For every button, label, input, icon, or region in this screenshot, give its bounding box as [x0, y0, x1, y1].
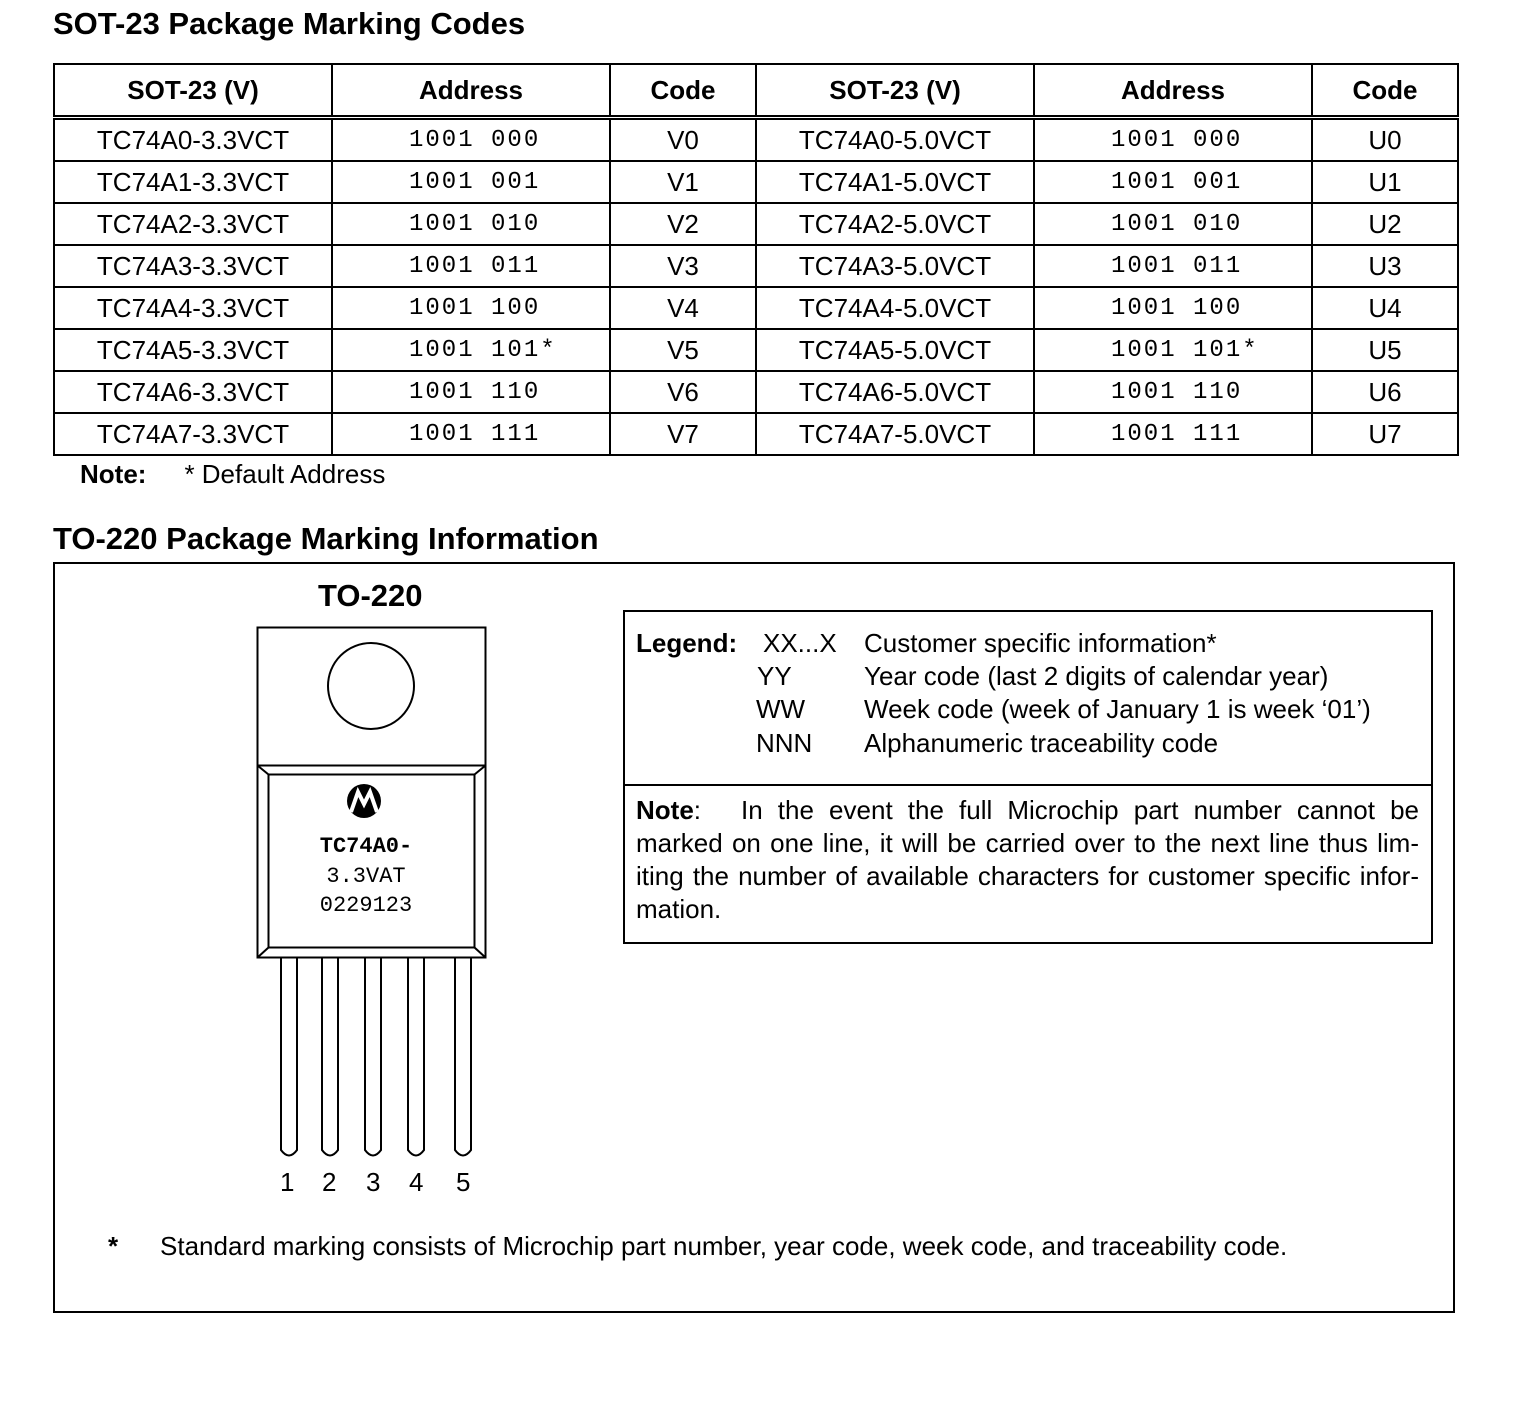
table-cell: TC74A2-5.0VCT — [756, 203, 1034, 245]
table-cell: U6 — [1312, 371, 1458, 413]
legend-desc: Week code (week of January 1 is week ‘01’) — [864, 694, 1371, 724]
column-header: SOT-23 (V) — [54, 64, 332, 118]
table-cell: V5 — [610, 329, 756, 371]
column-header: Address — [1034, 64, 1312, 118]
package-leads — [281, 958, 471, 1156]
table-cell: TC74A1-3.3VCT — [54, 161, 332, 203]
sot23-marking-table — [53, 63, 1459, 456]
table-cell: 1001 111 — [1034, 413, 1312, 455]
table-cell: U1 — [1312, 161, 1458, 203]
table-cell: 1001 101* — [1034, 329, 1312, 371]
table-row — [54, 245, 1458, 287]
table-cell: U2 — [1312, 203, 1458, 245]
table-cell: TC74A0-3.3VCT — [54, 118, 332, 162]
table-cell: 1001 001 — [332, 161, 610, 203]
pin-number: 5 — [456, 1167, 471, 1197]
legend-code: WW — [756, 694, 806, 724]
table-row — [54, 118, 1458, 162]
table-cell: 1001 100 — [332, 287, 610, 329]
table-cell: 1001 110 — [332, 371, 610, 413]
table-cell: 1001 011 — [1034, 245, 1312, 287]
pin-number: 2 — [322, 1167, 337, 1197]
table-cell: U4 — [1312, 287, 1458, 329]
table-row — [54, 413, 1458, 455]
table-cell: TC74A3-3.3VCT — [54, 245, 332, 287]
table-cell: U0 — [1312, 118, 1458, 162]
table-cell: V2 — [610, 203, 756, 245]
legend-divider — [625, 784, 1431, 786]
table-cell: U3 — [1312, 245, 1458, 287]
legend-code: XX...X — [763, 628, 837, 658]
table-row — [54, 287, 1458, 329]
table-row — [54, 203, 1458, 245]
legend-desc: Customer specific information* — [864, 628, 1217, 658]
legend-code: NNN — [756, 728, 813, 758]
table-cell: U5 — [1312, 329, 1458, 371]
table-cell: V6 — [610, 371, 756, 413]
note-text: * Default Address — [184, 459, 386, 489]
legend-note — [636, 794, 1419, 926]
sot23-note — [80, 459, 385, 490]
column-header: SOT-23 (V) — [756, 64, 1034, 118]
table-cell: 1001 000 — [1034, 118, 1312, 162]
marking-line: TC74A0- — [319, 834, 413, 859]
table-cell: TC74A7-5.0VCT — [756, 413, 1034, 455]
footnote-star: * — [108, 1231, 119, 1261]
table-cell: 1001 101* — [332, 329, 610, 371]
column-header: Code — [610, 64, 756, 118]
table-cell: TC74A6-5.0VCT — [756, 371, 1034, 413]
pin-number: 3 — [366, 1167, 381, 1197]
pin-number: 1 — [280, 1167, 295, 1197]
table-cell: 1001 001 — [1034, 161, 1312, 203]
table-cell: 1001 100 — [1034, 287, 1312, 329]
table-cell: TC74A6-3.3VCT — [54, 371, 332, 413]
package-label: TO-220 — [318, 578, 423, 613]
table-cell: V0 — [610, 118, 756, 162]
legend-desc: Year code (last 2 digits of calendar year) — [864, 661, 1329, 691]
marking-line: 3.3VAT — [326, 864, 406, 889]
table-row — [54, 371, 1458, 413]
column-header: Address — [332, 64, 610, 118]
table-cell: TC74A0-5.0VCT — [756, 118, 1034, 162]
note-label: Note: — [80, 459, 147, 489]
pin-number: 4 — [409, 1167, 424, 1197]
table-cell: TC74A4-3.3VCT — [54, 287, 332, 329]
table-cell: U7 — [1312, 413, 1458, 455]
table-cell: TC74A7-3.3VCT — [54, 413, 332, 455]
legend-label: Legend: — [636, 628, 738, 658]
footnote-text: Standard marking consists of Microchip part number, year code, week code, and traceability code. — [160, 1231, 1288, 1261]
table-cell: 1001 011 — [332, 245, 610, 287]
table-cell: 1001 010 — [1034, 203, 1312, 245]
note-label: Note — [636, 795, 694, 825]
note-text: In the event the full Microchip part number cannot be marked on one line, it will be carried over to the next line thus lim-iting the number of available characters for customer specific infor-mation. — [636, 795, 1419, 924]
table-cell: 1001 000 — [332, 118, 610, 162]
to220-section-title: TO-220 Package Marking Information — [53, 521, 599, 556]
table-cell: V1 — [610, 161, 756, 203]
table-cell: 1001 111 — [332, 413, 610, 455]
column-header: Code — [1312, 64, 1458, 118]
table-cell: 1001 110 — [1034, 371, 1312, 413]
table-cell: TC74A1-5.0VCT — [756, 161, 1034, 203]
table-row — [54, 329, 1458, 371]
table-cell: TC74A5-3.3VCT — [54, 329, 332, 371]
table-cell: TC74A2-3.3VCT — [54, 203, 332, 245]
table-cell: V7 — [610, 413, 756, 455]
sot23-section-title: SOT-23 Package Marking Codes — [53, 6, 526, 41]
marking-line: 0229123 — [319, 893, 413, 918]
table-cell: 1001 010 — [332, 203, 610, 245]
legend-code: YY — [757, 661, 792, 691]
legend-desc: Alphanumeric traceability code — [864, 728, 1219, 758]
table-cell: TC74A3-5.0VCT — [756, 245, 1034, 287]
microchip-logo-icon — [347, 784, 381, 818]
note-colon: : — [693, 795, 702, 825]
table-cell: V4 — [610, 287, 756, 329]
legend-box — [623, 610, 1433, 944]
mounting-hole — [328, 643, 414, 729]
table-header-row — [54, 64, 1458, 118]
table-cell: V3 — [610, 245, 756, 287]
table-cell: TC74A4-5.0VCT — [756, 287, 1034, 329]
table-cell: TC74A5-5.0VCT — [756, 329, 1034, 371]
to220-package-drawing — [240, 620, 500, 1165]
table-row — [54, 161, 1458, 203]
